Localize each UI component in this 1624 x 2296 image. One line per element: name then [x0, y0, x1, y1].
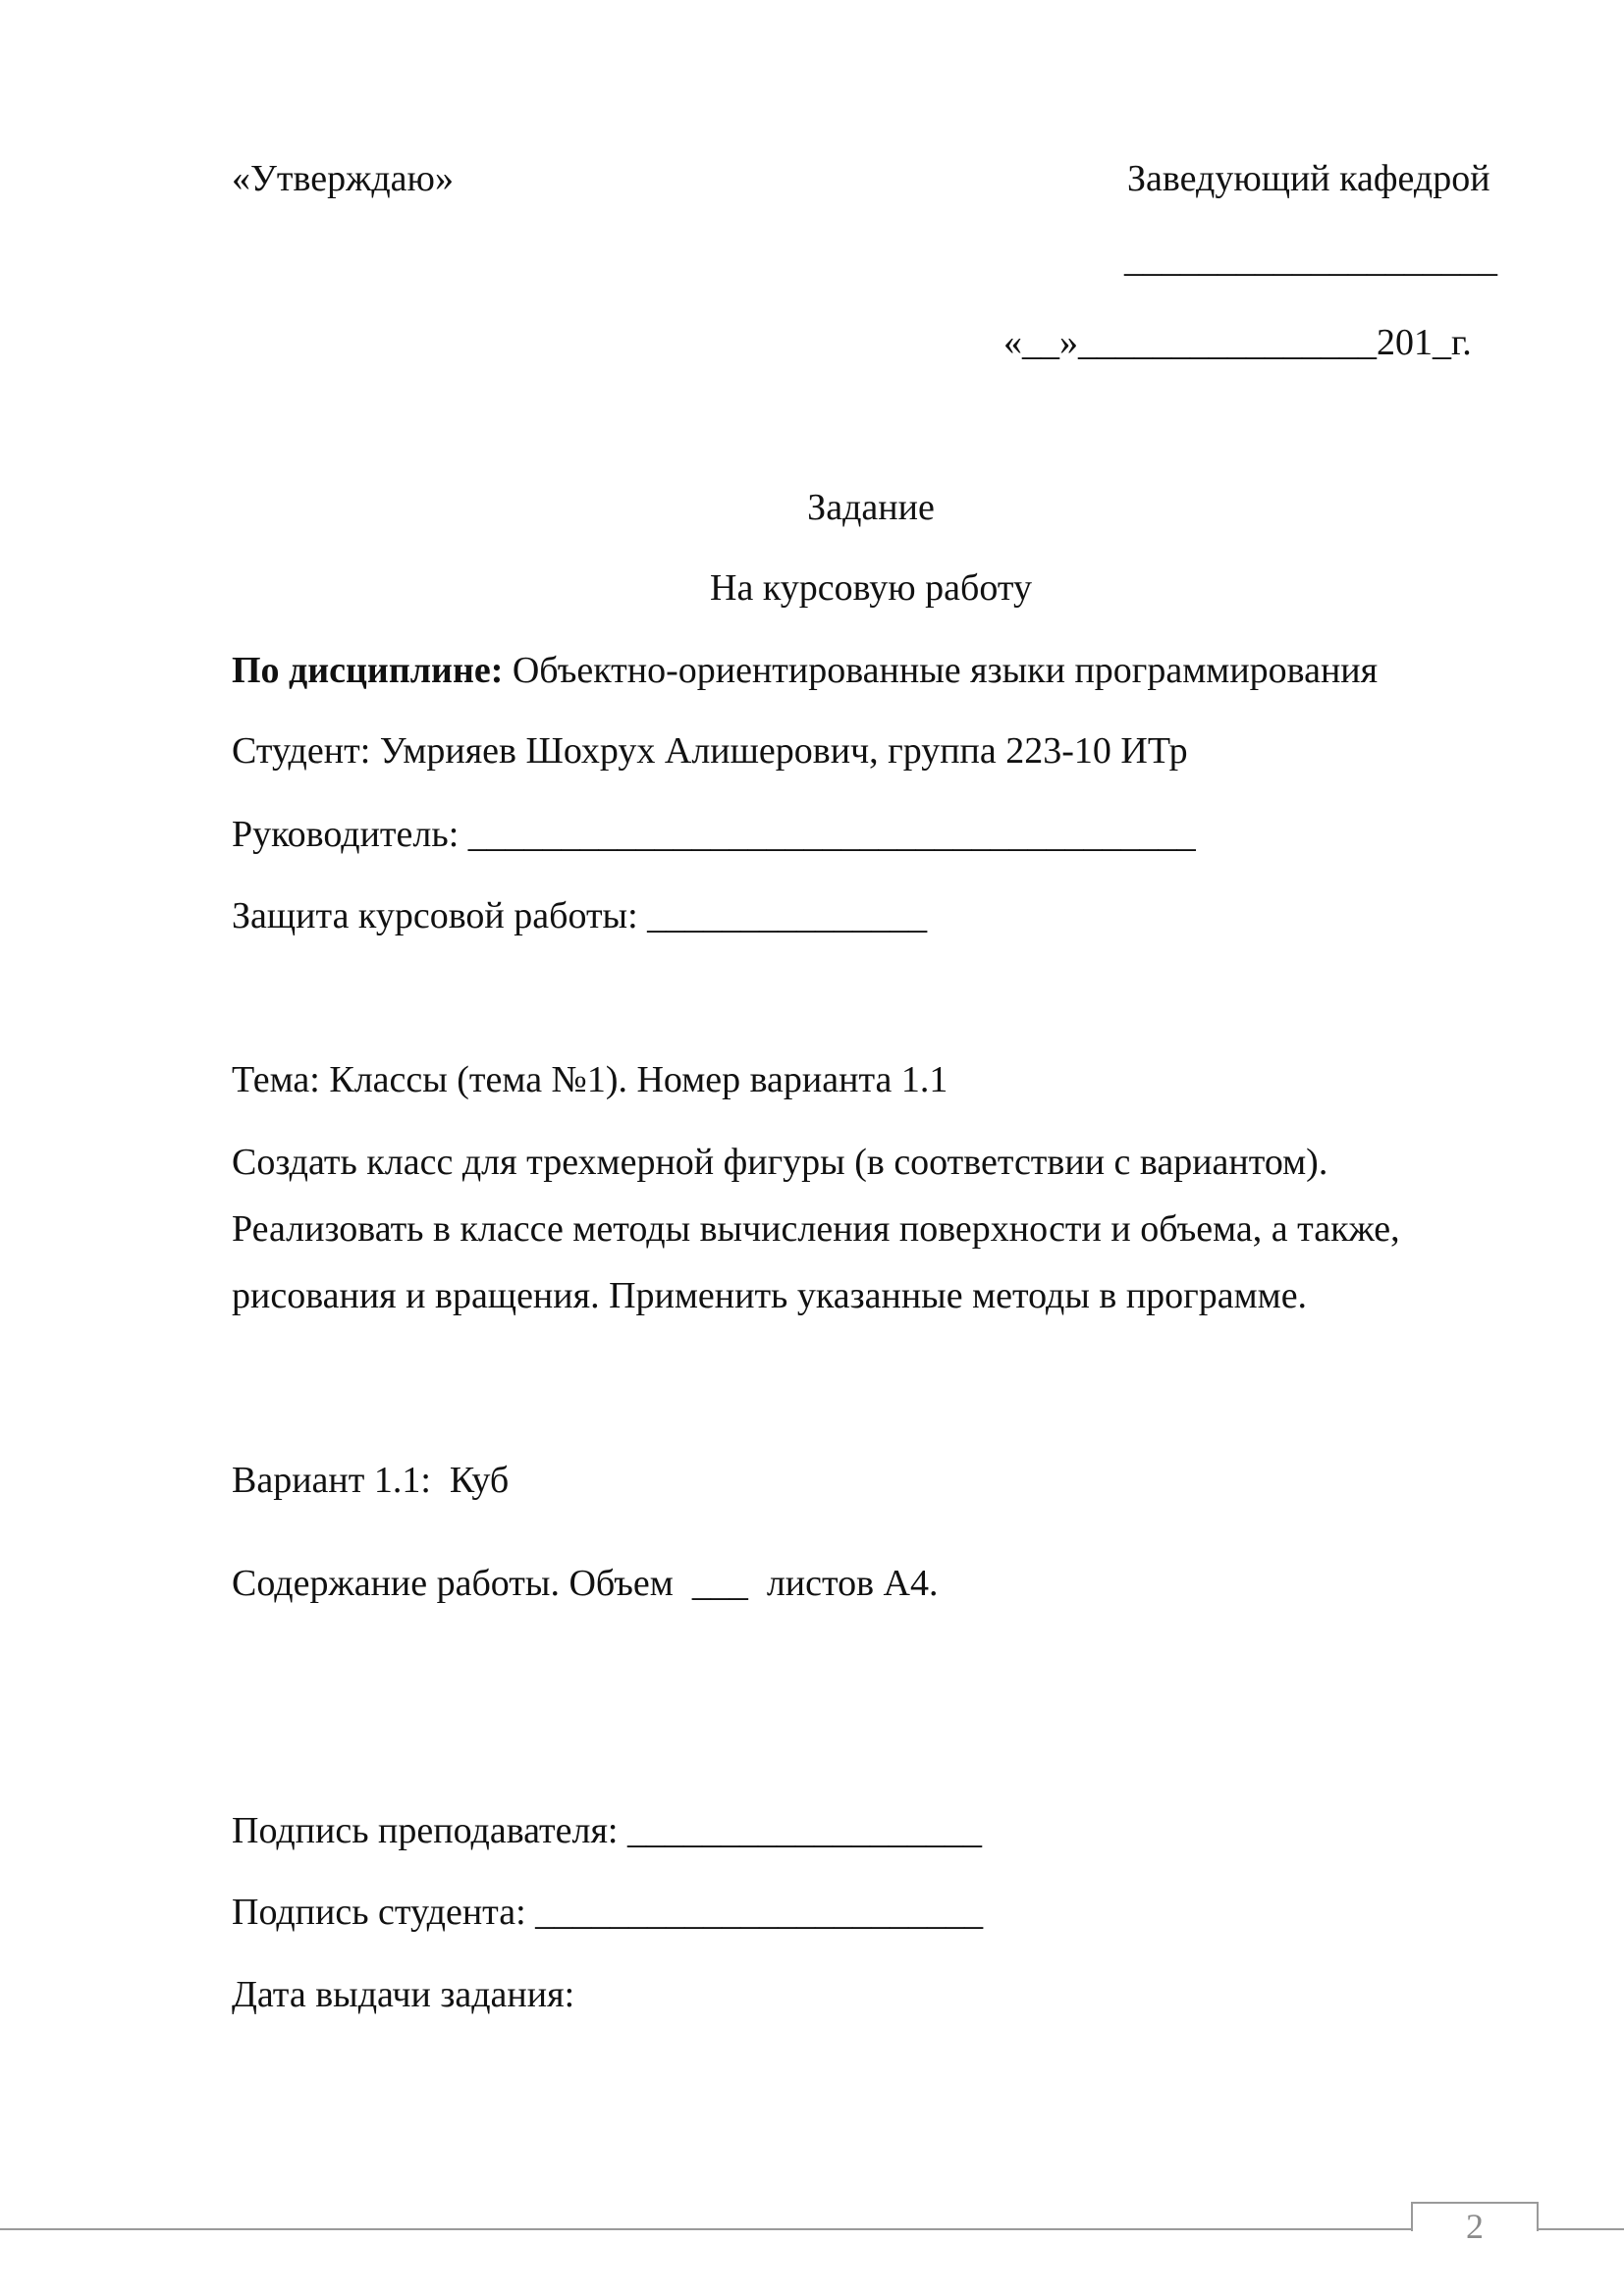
footer-rule-right — [1539, 2228, 1624, 2230]
head-signature-line: ____________________ — [1124, 239, 1497, 280]
document-subtitle: На курсовую работу — [710, 567, 1032, 609]
task-text-line-3: рисования и вращения. Применить указанные методы в программе. — [232, 1275, 1308, 1316]
head-of-department-label: Заведующий кафедрой — [1127, 158, 1490, 199]
issue-date-line: Дата выдачи задания: — [232, 1974, 575, 2015]
document-title: Задание — [807, 487, 935, 528]
approve-label: «Утверждаю» — [232, 158, 454, 199]
supervisor-line: Руководитель: _______________________________________ — [232, 814, 1196, 855]
discipline-value: Объектно-ориентированные языки программирования — [503, 650, 1379, 691]
variant-line: Вариант 1.1: Куб — [232, 1460, 510, 1501]
teacher-signature-line: Подпись преподавателя: ___________________ — [232, 1810, 982, 1851]
page-number: 2 — [1466, 2207, 1484, 2246]
defense-line: Защита курсовой работы: _______________ — [232, 895, 928, 936]
task-text-line-2: Реализовать в классе методы вычисления поверхности и объема, а также, — [232, 1208, 1400, 1250]
footer-rule-left — [0, 2228, 1411, 2230]
discipline-line — [232, 652, 1378, 689]
student-signature-line: Подпись студента: ________________________ — [232, 1892, 984, 1933]
task-text-line-1: Создать класс для трехмерной фигуры (в соответствии с вариантом). — [232, 1142, 1328, 1183]
discipline-label: По дисциплине: — [232, 650, 504, 691]
content-volume-line: Содержание работы. Объем ___ листов А4. — [232, 1563, 939, 1604]
student-line: Студент: Умрияев Шохрух Алишерович, группа 223-10 ИТр — [232, 730, 1188, 772]
approval-date-line: «__»________________201_г. — [1003, 322, 1472, 363]
topic-line: Тема: Классы (тема №1). Номер варианта 1.1 — [232, 1059, 948, 1100]
